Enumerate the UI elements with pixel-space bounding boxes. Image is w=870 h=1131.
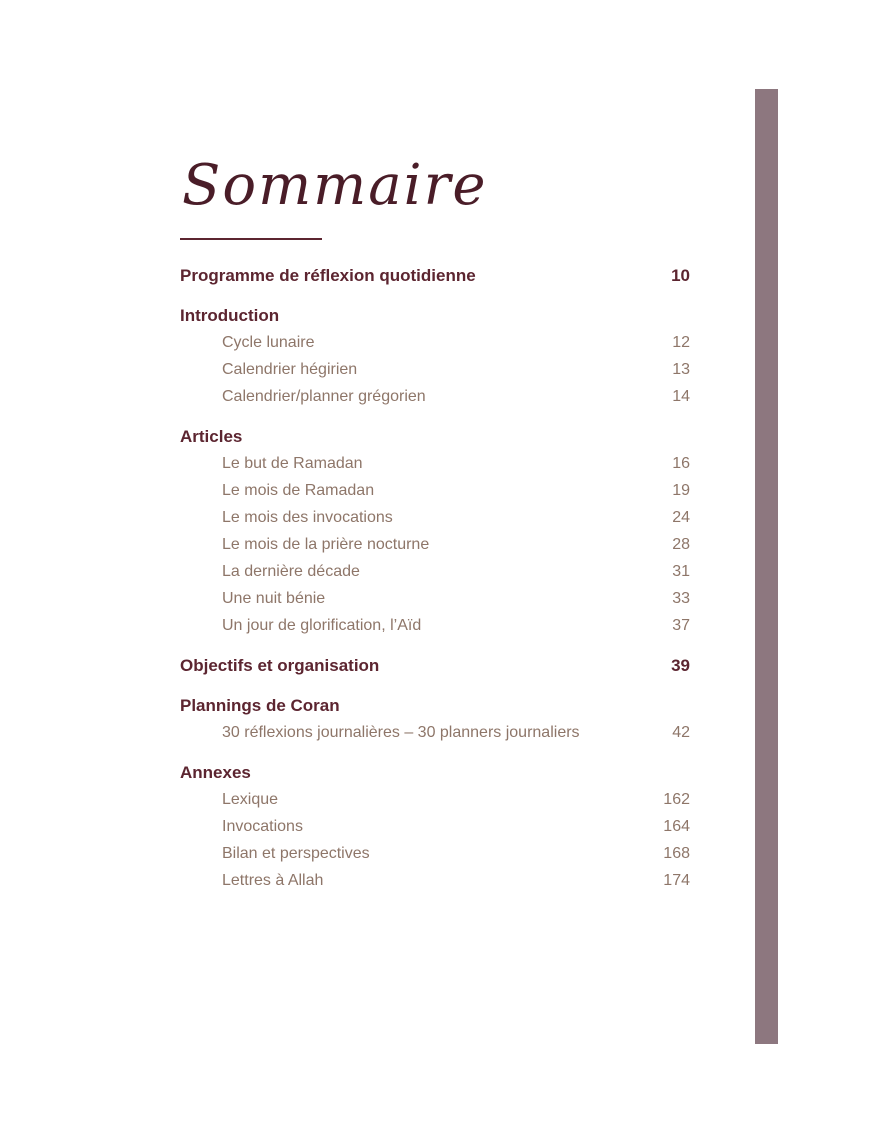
toc-section-heading xyxy=(180,759,690,786)
toc-entry xyxy=(180,504,690,531)
toc-section-heading xyxy=(180,423,690,450)
toc-entry-label: Le but de Ramadan xyxy=(222,454,363,472)
toc-page-number: 24 xyxy=(672,508,690,526)
toc-entry-label: Une nuit bénie xyxy=(222,589,326,607)
toc-page-number: 31 xyxy=(672,562,690,580)
toc-section-heading xyxy=(180,692,690,719)
toc-entry-label: Un jour de glorification, l’Aïd xyxy=(222,616,422,634)
toc-page-number: 14 xyxy=(672,387,690,405)
toc-entry-label: Calendrier hégirien xyxy=(222,360,358,378)
toc-section-label: Plannings de Coran xyxy=(180,695,340,715)
toc-page-number: 19 xyxy=(672,481,690,499)
toc-section-label: Annexes xyxy=(180,762,251,782)
toc-entry-label: 30 réflexions journalières – 30 planners journaliers xyxy=(222,723,580,741)
toc-entry-label: La dernière décade xyxy=(222,562,360,580)
toc-page-number: 10 xyxy=(671,265,690,285)
toc-section-heading xyxy=(180,302,690,329)
toc-page-number: 39 xyxy=(671,655,690,675)
toc-entry-label: Le mois de la prière nocturne xyxy=(222,535,430,553)
toc-entry xyxy=(180,813,690,840)
toc-entry xyxy=(180,558,690,585)
toc-page-number: 16 xyxy=(672,454,690,472)
toc-entry-label: Calendrier/planner grégorien xyxy=(222,387,426,405)
toc-entry xyxy=(180,356,690,383)
toc-entry xyxy=(180,450,690,477)
toc-entry xyxy=(180,329,690,356)
toc-section-heading xyxy=(180,262,690,289)
toc-page-number: 37 xyxy=(672,616,690,634)
toc-page-number: 42 xyxy=(672,723,690,741)
toc-entry-label: Lexique xyxy=(222,790,279,808)
toc-entry xyxy=(180,531,690,558)
toc-section-label: Programme de réflexion quotidienne xyxy=(180,265,476,285)
toc-entry xyxy=(180,585,690,612)
toc-entry-label: Le mois de Ramadan xyxy=(222,481,375,499)
toc-section-heading xyxy=(180,652,690,679)
toc-entry xyxy=(180,840,690,867)
toc-entry-label: Le mois des invocations xyxy=(222,508,393,526)
toc-page-number: 13 xyxy=(672,360,690,378)
toc-entry xyxy=(180,383,690,410)
toc-entry xyxy=(180,867,690,894)
table-of-contents xyxy=(180,262,690,894)
toc-page-number: 33 xyxy=(672,589,690,607)
toc-section-label: Objectifs et organisation xyxy=(180,655,380,675)
side-accent-bar xyxy=(755,89,778,1044)
toc-entry-label: Cycle lunaire xyxy=(222,333,315,351)
toc-page-number: 28 xyxy=(672,535,690,553)
toc-page-number: 162 xyxy=(663,790,690,808)
toc-page-number: 174 xyxy=(663,871,690,889)
toc-entry xyxy=(180,719,690,746)
title-underline xyxy=(180,238,322,240)
toc-entry-label: Invocations xyxy=(222,817,303,835)
toc-entry xyxy=(180,612,690,639)
toc-entry xyxy=(180,786,690,813)
toc-page-number: 164 xyxy=(663,817,690,835)
toc-page-number: 168 xyxy=(663,844,690,862)
toc-section-label: Introduction xyxy=(180,305,280,325)
toc-entry-label: Lettres à Allah xyxy=(222,871,324,889)
toc-page-number: 12 xyxy=(672,333,690,351)
page-title: Sommaire xyxy=(182,153,488,218)
toc-section-label: Articles xyxy=(180,426,243,446)
toc-entry-label: Bilan et perspectives xyxy=(222,844,370,862)
toc-entry xyxy=(180,477,690,504)
